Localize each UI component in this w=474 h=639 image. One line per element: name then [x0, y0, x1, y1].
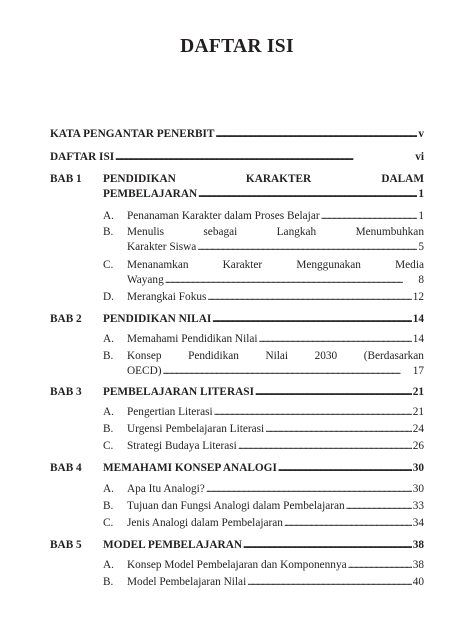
- entry-label: Urgensi Pembelajaran Literasi: [127, 423, 265, 435]
- entry-label: PEMBELAJARAN LITERASI: [103, 386, 254, 398]
- item-letter: C.: [103, 517, 114, 529]
- item-letter: C.: [103, 440, 114, 452]
- entry-label: Memahami Pendidikan Nilai: [127, 333, 258, 345]
- entry-label: Merangkai Fokus: [127, 291, 207, 303]
- title-word: DALAM: [381, 173, 424, 185]
- leader-dots: [278, 461, 412, 475]
- leader-dots: [207, 290, 411, 304]
- entry-word: 2030: [314, 350, 338, 362]
- entry-page: 1: [418, 188, 424, 200]
- toc-entry-2a[interactable]: [127, 332, 424, 346]
- entry-label: KATA PENGANTAR PENERBIT: [50, 128, 215, 140]
- entry-label: Jenis Analogi dalam Pembelajaran: [127, 517, 283, 529]
- entry-label: Apa Itu Analogi?: [127, 483, 205, 495]
- entry-page: v: [418, 128, 424, 140]
- toc-entry-2b[interactable]: [127, 364, 424, 378]
- entry-page: 17: [412, 365, 424, 377]
- item-letter: B.: [103, 350, 114, 362]
- leader-dots: [215, 127, 417, 141]
- item-letter: B.: [103, 226, 114, 238]
- entry-label: Tujuan dan Fungsi Analogi dalam Pembelajaran: [127, 500, 345, 512]
- toc-entry-3c[interactable]: [127, 439, 424, 453]
- entry-page: 30: [412, 462, 424, 474]
- toc-entry-5b[interactable]: [127, 575, 424, 589]
- entry-word: Menulis: [127, 226, 165, 238]
- leader-dots: [165, 273, 418, 287]
- entry-word: Menanamkan: [127, 259, 189, 271]
- toc-entry-bab-4[interactable]: [103, 461, 424, 475]
- entry-page: 33: [412, 500, 424, 512]
- chapter-number: BAB 3: [50, 386, 82, 398]
- entry-label: Strategi Budaya Literasi: [127, 440, 237, 452]
- toc-entry-5a[interactable]: [127, 558, 424, 572]
- entry-page: 24: [412, 423, 424, 435]
- chapter-number: BAB 4: [50, 462, 82, 474]
- entry-word: Langkah: [276, 226, 317, 238]
- entry-page: 21: [412, 386, 424, 398]
- toc-entry-kata-pengantar[interactable]: [50, 127, 424, 141]
- entry-page: 12: [412, 291, 424, 303]
- leader-dots: [247, 575, 411, 589]
- leader-dots: [321, 209, 418, 223]
- leader-dots: [348, 558, 412, 572]
- item-letter: A.: [103, 210, 114, 222]
- toc-entry-3a[interactable]: [127, 405, 424, 419]
- entry-word: Menggunakan: [296, 259, 361, 271]
- toc-entry-daftar-isi[interactable]: [50, 150, 424, 164]
- item-letter: B.: [103, 576, 114, 588]
- leader-dots: [259, 332, 412, 346]
- item-letter: A.: [103, 333, 114, 345]
- chapter-number: BAB 1: [50, 173, 82, 185]
- leader-dots: [255, 385, 412, 399]
- page-title: DAFTAR ISI: [180, 36, 294, 57]
- leader-dots: [238, 439, 412, 453]
- entry-page: 34: [412, 517, 424, 529]
- leader-dots: [197, 240, 417, 254]
- entry-label: MEMAHAMI KONSEP ANALOGI: [103, 462, 277, 474]
- leader-dots: [346, 499, 412, 513]
- leader-dots: [163, 364, 412, 378]
- entry-page: 26: [412, 440, 424, 452]
- entry-label: Karakter Siswa: [127, 241, 197, 253]
- entry-label: PENDIDIKAN NILAI: [103, 313, 212, 325]
- entry-label: OECD): [127, 365, 162, 377]
- entry-page: 40: [412, 576, 424, 588]
- entry-label: Model Pembelajaran Nilai: [127, 576, 247, 588]
- entry-word: Nilai: [265, 350, 289, 362]
- toc-entry-bab-3[interactable]: [103, 385, 424, 399]
- leader-dots: [115, 150, 414, 164]
- leader-dots: [284, 516, 412, 530]
- item-letter: B.: [103, 500, 114, 512]
- entry-justified-line[interactable]: [127, 225, 424, 239]
- entry-word: (Berdasarkan: [363, 350, 424, 362]
- entry-word: Pendidikan: [188, 350, 239, 362]
- toc-entry-bab-1[interactable]: [103, 187, 424, 201]
- entry-justified-line[interactable]: [127, 258, 424, 272]
- entry-page: 30: [412, 483, 424, 495]
- toc-entry-1b[interactable]: [127, 240, 424, 254]
- item-letter: B.: [103, 423, 114, 435]
- chapter-title-line[interactable]: [103, 172, 424, 186]
- toc-entry-bab-5[interactable]: [103, 538, 424, 552]
- entry-label: Pengertian Literasi: [127, 406, 213, 418]
- entry-label: DAFTAR ISI: [50, 151, 115, 163]
- chapter-number: BAB 5: [50, 539, 82, 551]
- item-letter: D.: [103, 291, 114, 303]
- chapter-number: BAB 2: [50, 313, 82, 325]
- entry-page: vi: [415, 151, 424, 163]
- toc-entry-4a[interactable]: [127, 482, 424, 496]
- entry-page: 38: [412, 539, 424, 551]
- toc-entry-1c[interactable]: [127, 273, 424, 287]
- entry-page: 21: [412, 406, 424, 418]
- item-letter: A.: [103, 483, 114, 495]
- toc-entry-4c[interactable]: [127, 516, 424, 530]
- leader-dots: [265, 422, 412, 436]
- title-word: PENDIDIKAN: [103, 173, 176, 185]
- entry-page: 14: [412, 333, 424, 345]
- entry-word: Konsep: [127, 350, 162, 362]
- toc-entry-bab-2[interactable]: [103, 312, 424, 326]
- entry-word: Menumbuhkan: [355, 226, 424, 238]
- entry-word: Media: [395, 259, 424, 271]
- toc-entry-1a[interactable]: [127, 209, 424, 223]
- entry-label: Wayang: [127, 274, 164, 286]
- toc-entry-3b[interactable]: [127, 422, 424, 436]
- leader-dots: [243, 538, 412, 552]
- entry-label: PEMBELAJARAN: [103, 188, 198, 200]
- entry-word: sebagai: [203, 226, 238, 238]
- entry-justified-line[interactable]: [127, 349, 424, 363]
- entry-label: Konsep Model Pembelajaran dan Komponennya: [127, 559, 347, 571]
- title-word: KARAKTER: [245, 173, 312, 185]
- leader-dots: [212, 312, 411, 326]
- entry-page: 8: [418, 274, 424, 286]
- entry-label: Penanaman Karakter dalam Proses Belajar: [127, 210, 320, 222]
- toc-entry-4b[interactable]: [127, 499, 424, 513]
- entry-word: Karakter: [222, 259, 263, 271]
- entry-page: 38: [412, 559, 424, 571]
- item-letter: A.: [103, 406, 114, 418]
- item-letter: A.: [103, 559, 114, 571]
- entry-page: 5: [418, 241, 424, 253]
- entry-label: MODEL PEMBELAJARAN: [103, 539, 243, 551]
- item-letter: C.: [103, 259, 114, 271]
- toc-entry-1d[interactable]: [127, 290, 424, 304]
- entry-page: 14: [412, 313, 424, 325]
- leader-dots: [214, 405, 412, 419]
- leader-dots: [206, 482, 412, 496]
- entry-page: 1: [418, 210, 424, 222]
- leader-dots: [198, 187, 417, 201]
